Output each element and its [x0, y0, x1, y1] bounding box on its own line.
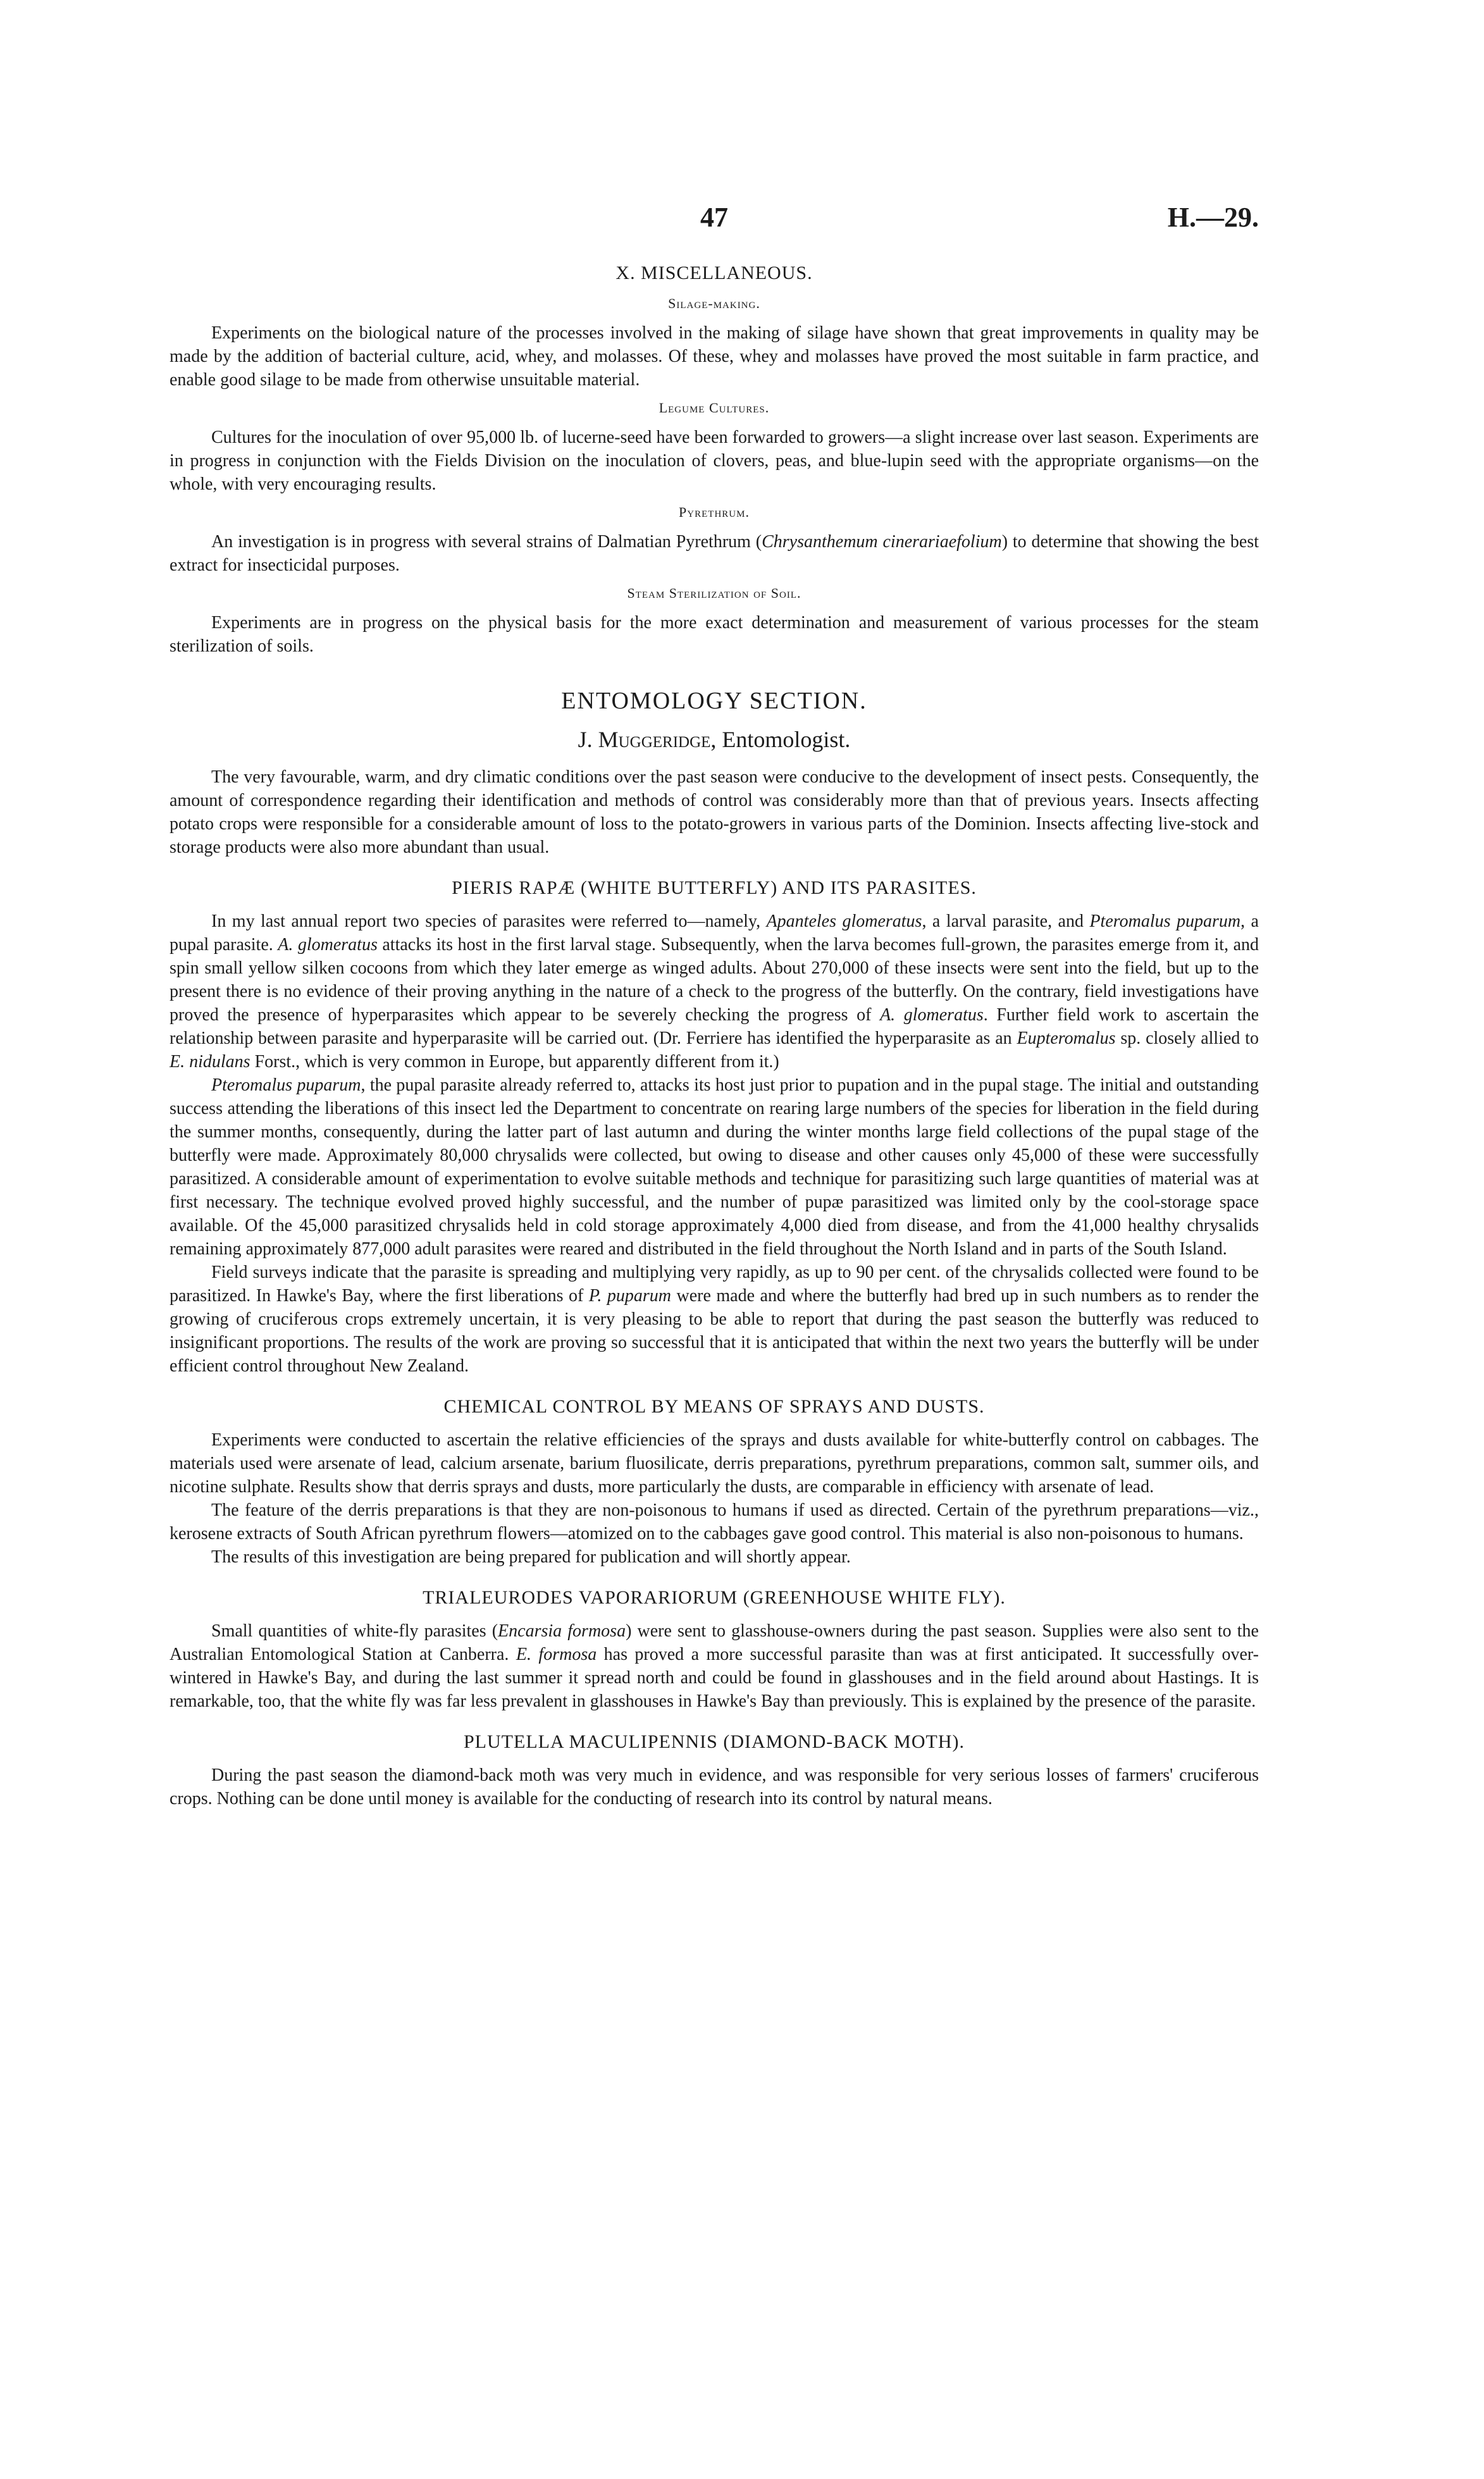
paragraph-silage: Experiments on the biological nature of the processes involved in the making of silage have shown that great improvements in quality may be made by the addition of bacterial culture, acid, whey, and molasses. Of these, whey and molasses have proved the most suitable in farm practice, and enable good silage to be made from otherwise unsuitable material.	[170, 323, 1259, 390]
paragraph-pyrethrum: An investigation is in progress with several strains of Dalmatian Pyrethrum (Chrysanthemum cinerariaefolium) to determine that showing the best extract for insecticidal purposes.	[170, 532, 1259, 575]
section-title-miscellaneous: X. MISCELLANEOUS.	[615, 263, 813, 283]
body-text	[170, 261, 1259, 1810]
document-reference: H.—29.	[1167, 202, 1259, 233]
paragraph-pieris-2: Pteromalus puparum, the pupal parasite already referred to, attacks its host just prior to pupation and in the pupal stage. The initial and outstanding success attending the liberations of this insect led the Department to concentrate on rearing large numbers of the species for liberation in the field during the summer months, consequently, during the latter part of last autumn and during the winter months large field collections of the pupal stage of the butterfly were made. Approximately 80,000 chrysalids were collected, but owing to disease and other causes only 45,000 of these were successfully parasitized. A considerable amount of experimentation to evolve suitable methods and technique for parasitizing such large quantities of material was at first necessary. The technique evolved proved highly successful, and the number of pupæ parasitized was limited only by the cool-storage space available. Of the 45,000 parasitized chrysalids held in cold storage approximately 4,000 died from disease, and from the 41,000 healthy chrysalids remaining approximately 877,000 adult parasites were reared and distributed in the field throughout the North Island and in parts of the South Island.	[170, 1075, 1259, 1259]
heading-pieris-rapae: PIERIS RAPÆ (WHITE BUTTERFLY) AND ITS PARASITES.	[452, 877, 977, 898]
subheading-steam-sterilization: Steam Sterilization of Soil.	[627, 585, 801, 601]
paragraph-pieris-3: Field surveys indicate that the parasite is spreading and multiplying very rapidly, as up to 90 per cent. of the chrysalids collected were found to be parasitized. In Hawke's Bay, where the first liberations of P. puparum were made and where the butterfly had bred up in such numbers as to render the growing of cruciferous crops extremely uncertain, it is very pleasing to be able to report that during the past season the butterfly was reduced to insignificant proportions. The results of the work are proving so successful that it is anticipated that within the next two years the butterfly will be under efficient control throughout New Zealand.	[170, 1263, 1259, 1376]
author-byline: J. Muggeridge, Entomologist.	[578, 727, 851, 752]
paragraph-entomology-intro: The very favourable, warm, and dry climatic conditions over the past season were conducive to the development of insect pests. Consequently, the amount of correspondence regarding their identification and methods of control was considerably more than that of previous years. Insects affecting potato crops were responsible for a considerable amount of loss to the potato-growers in various parts of the Dominion. Insects affecting live-stock and storage products were also more abundant than usual.	[170, 767, 1259, 857]
heading-chemical-control: CHEMICAL CONTROL BY MEANS OF SPRAYS AND DUSTS.	[443, 1396, 985, 1417]
paragraph-chemical-1: Experiments were conducted to ascertain the relative efficiencies of the sprays and dusts available for white-butterfly control on cabbages. The materials used were arsenate of lead, calcium arsenate, barium fluosilicate, derris preparations, pyrethrum preparations, common salt, summer oils, and nicotine sulphate. Results show that derris sprays and dusts, more particularly the dusts, are comparable in efficiency with arsenate of lead.	[170, 1430, 1259, 1497]
subheading-legume: Legume Cultures.	[659, 400, 770, 416]
paragraph-pieris-1: In my last annual report two species of parasites were referred to—namely, Apanteles glomeratus, a larval parasite, and Pteromalus puparum, a pupal parasite. A. glomeratus attacks its host in the first larval stage. Subsequently, when the larva becomes full-grown, the parasites emerge from it, and spin small yellow silken cocoons from which they later emerge as winged adults. About 270,000 of these insects were sent into the field, but up to the present there is no evidence of their proving anything in the nature of a check to the progress of the butterfly. On the contrary, field investigations have proved the presence of hyperparasites which appear to be severely checking the progress of A. glomeratus. Further field work to ascertain the relationship between parasite and hyperparasite will be carried out. (Dr. Ferriere has identified the hyperparasite as an Eupteromalus sp. closely allied to E. nidulans Forst., which is very common in Europe, but apparently different from it.)	[170, 912, 1259, 1072]
subheading-pyrethrum: Pyrethrum.	[679, 504, 750, 520]
subheading-silage: Silage-making.	[668, 295, 760, 311]
page-number: 47	[700, 202, 728, 233]
paragraph-steam-sterilization: Experiments are in progress on the physical basis for the more exact determination and measurement of various processes for the steam sterilization of soils.	[170, 613, 1259, 656]
heading-trialeurodes: TRIALEURODES VAPORARIORUM (GREENHOUSE WHITE FLY).	[423, 1587, 1006, 1608]
paragraph-trialeurodes: Small quantities of white-fly parasites (Encarsia formosa) were sent to glasshouse-owners during the past season. Supplies were also sent to the Australian Entomological Station at Canberra. E. formosa has proved a more successful parasite than was at first anticipated. It successfully over-wintered in Hawke's Bay, and during the last summer it spread north and could be found in glasshouses and in the field around about Hastings. It is remarkable, too, that the white fly was far less prevalent in glasshouses in Hawke's Bay than previously. This is explained by the presence of the parasite.	[170, 1621, 1259, 1711]
heading-plutella: PLUTELLA MACULIPENNIS (DIAMOND-BACK MOTH).	[464, 1731, 965, 1752]
paragraph-legume: Cultures for the inoculation of over 95,000 lb. of lucerne-seed have been forwarded to growers—a slight increase over last season. Experiments are in progress in conjunction with the Fields Division on the inoculation of clovers, peas, and blue-lupin seed with the appropriate organisms—on the whole, with very encouraging results.	[170, 428, 1259, 494]
page-header	[170, 201, 1259, 239]
paragraph-chemical-3: The results of this investigation are being prepared for publication and will shortly appear.	[211, 1547, 851, 1567]
section-title-entomology: ENTOMOLOGY SECTION.	[561, 688, 867, 714]
paragraph-chemical-2: The feature of the derris preparations is that they are non-poisonous to humans if used as directed. Certain of the pyrethrum preparations—viz., kerosene extracts of South African pyrethrum flowers—atomized on to the cabbages gave good control. This material is also non-poisonous to humans.	[170, 1500, 1259, 1543]
paragraph-plutella: During the past season the diamond-back moth was very much in evidence, and was responsible for very serious losses of farmers' cruciferous crops. Nothing can be done until money is available for the conducting of research into its control by natural means.	[170, 1765, 1259, 1808]
